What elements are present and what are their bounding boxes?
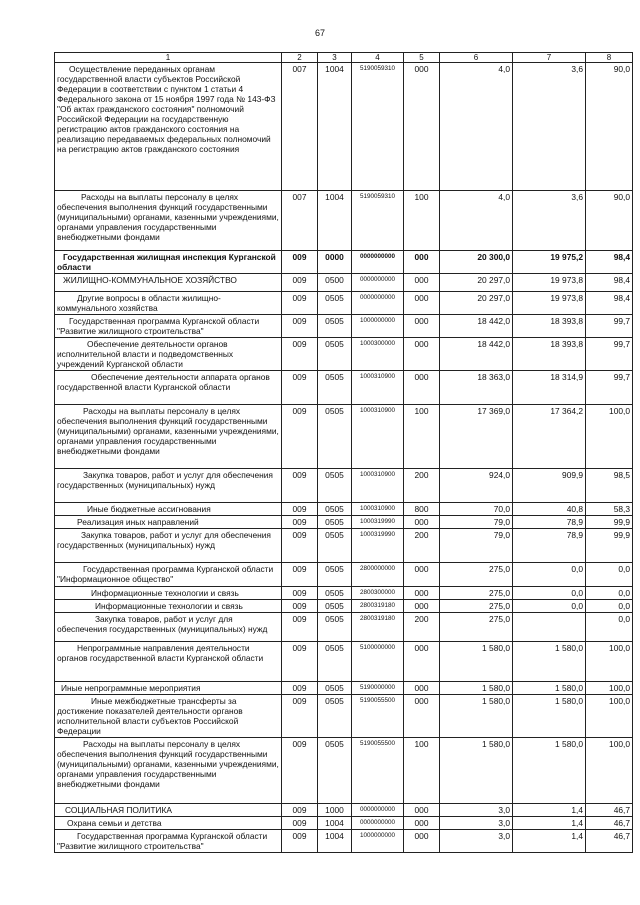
row-cell-c5: 200: [404, 613, 440, 642]
row-cell-c2: 009: [282, 274, 318, 292]
row-cell-c5: 100: [404, 191, 440, 251]
row-cell-c7: 19 973,8: [513, 274, 586, 292]
row-cell-c6: 275,0: [440, 563, 513, 587]
row-cell-c6: 1 580,0: [440, 682, 513, 695]
row-cell-c8: 90,0: [586, 63, 633, 191]
table-row: [55, 405, 633, 469]
row-cell-c5: 000: [404, 642, 440, 682]
table-row: [55, 315, 633, 338]
row-cell-c3: 0505: [318, 695, 352, 738]
row-cell-c8: 98,5: [586, 469, 633, 503]
row-name: Охрана семьи и детства: [55, 817, 282, 830]
row-cell-c2: 009: [282, 251, 318, 274]
row-cell-c3: 0000: [318, 251, 352, 274]
row-name: Государственная жилищная инспекция Курганской области: [55, 251, 282, 274]
row-cell-c5: 000: [404, 817, 440, 830]
column-header: 7: [513, 53, 586, 63]
row-cell-c8: 46,7: [586, 804, 633, 817]
row-cell-c3: 0505: [318, 738, 352, 804]
row-cell-c5: 200: [404, 469, 440, 503]
row-cell-c5: 800: [404, 503, 440, 516]
row-cell-c7: 3,6: [513, 63, 586, 191]
row-cell-c8: 46,7: [586, 830, 633, 853]
row-cell-c4: 1000310900: [352, 371, 404, 405]
row-name: Обеспечение деятельности аппарата органов государственной власти Курганской области: [55, 371, 282, 405]
row-cell-c5: 000: [404, 251, 440, 274]
row-name: Осуществление переданных органам государственной власти субъектов Российской Федерации в соответствии с пунктом 1 статьи 4 Федерального закона от 15 ноября 1997 года № 143-ФЗ "Об актах гражданского состояния" полномочий Российской Федерации на государственную регистрацию актов гражданского состояния на реализацию передаваемых федеральных полномочий на регистрацию актов гражданского состояния: [55, 63, 282, 191]
row-cell-c6: 20 297,0: [440, 274, 513, 292]
row-cell-c8: 100,0: [586, 642, 633, 682]
row-name: Реализация иных направлений: [55, 516, 282, 529]
row-name: Иные бюджетные ассигнования: [55, 503, 282, 516]
row-cell-c4: 1000000000: [352, 315, 404, 338]
row-cell-c2: 007: [282, 191, 318, 251]
row-name: Обеспечение деятельности органов исполнительной власти и подведомственных учреждений Курганской области: [55, 338, 282, 371]
row-cell-c6: 18 442,0: [440, 315, 513, 338]
table-row: [55, 804, 633, 817]
row-cell-c6: 79,0: [440, 516, 513, 529]
row-cell-c6: 1 580,0: [440, 642, 513, 682]
row-cell-c2: 009: [282, 315, 318, 338]
row-cell-c5: 000: [404, 292, 440, 315]
table-row: [55, 682, 633, 695]
row-cell-c7: 19 973,8: [513, 292, 586, 315]
row-cell-c4: 5190059310: [352, 63, 404, 191]
row-cell-c7: 909,9: [513, 469, 586, 503]
row-cell-c5: 000: [404, 682, 440, 695]
row-cell-c5: 000: [404, 274, 440, 292]
row-cell-c4: 2800319180: [352, 600, 404, 613]
row-cell-c3: 0505: [318, 338, 352, 371]
row-cell-c4: 0000000000: [352, 251, 404, 274]
row-cell-c4: 1000310900: [352, 503, 404, 516]
row-cell-c8: 98,4: [586, 274, 633, 292]
row-cell-c7: 1 580,0: [513, 642, 586, 682]
table-row: [55, 613, 633, 642]
row-cell-c2: 009: [282, 338, 318, 371]
row-cell-c7: 18 393,8: [513, 315, 586, 338]
row-cell-c5: 000: [404, 516, 440, 529]
row-cell-c4: 5100000000: [352, 642, 404, 682]
row-cell-c4: 1000000000: [352, 830, 404, 853]
table-row: [55, 695, 633, 738]
row-cell-c4: 0000000000: [352, 804, 404, 817]
row-cell-c2: 009: [282, 738, 318, 804]
row-cell-c8: 0,0: [586, 563, 633, 587]
row-cell-c8: 0,0: [586, 600, 633, 613]
row-cell-c8: 90,0: [586, 191, 633, 251]
row-cell-c3: 1004: [318, 830, 352, 853]
row-cell-c7: 0,0: [513, 600, 586, 613]
row-cell-c8: 0,0: [586, 587, 633, 600]
row-cell-c5: 000: [404, 804, 440, 817]
row-cell-c2: 009: [282, 804, 318, 817]
row-cell-c8: 0,0: [586, 613, 633, 642]
table-row: [55, 529, 633, 563]
row-cell-c5: 000: [404, 830, 440, 853]
row-cell-c8: 100,0: [586, 405, 633, 469]
row-cell-c7: 0,0: [513, 587, 586, 600]
row-cell-c3: 0505: [318, 563, 352, 587]
row-cell-c3: 0505: [318, 371, 352, 405]
column-header: 5: [404, 53, 440, 63]
row-cell-c4: 0000000000: [352, 817, 404, 830]
row-cell-c4: 1000300000: [352, 338, 404, 371]
row-cell-c3: 0505: [318, 292, 352, 315]
row-cell-c2: 009: [282, 503, 318, 516]
row-cell-c8: 99,7: [586, 371, 633, 405]
row-cell-c3: 0505: [318, 529, 352, 563]
row-name: Другие вопросы в области жилищно-коммунального хозяйства: [55, 292, 282, 315]
row-name: Расходы на выплаты персоналу в целях обеспечения выполнения функций государственными (муниципальными) органами, казенными учреждениями, органами управления государственными внебюджетными фондами: [55, 738, 282, 804]
column-header: 2: [282, 53, 318, 63]
row-cell-c4: 2800000000: [352, 563, 404, 587]
row-name: ЖИЛИЩНО-КОММУНАЛЬНОЕ ХОЗЯЙСТВО: [55, 274, 282, 292]
row-cell-c6: 4,0: [440, 63, 513, 191]
budget-table-body: [55, 53, 633, 853]
row-cell-c3: 0505: [318, 642, 352, 682]
row-name: Информационные технологии и связь: [55, 587, 282, 600]
row-cell-c2: 009: [282, 563, 318, 587]
row-cell-c6: 1 580,0: [440, 738, 513, 804]
row-cell-c4: 5190000000: [352, 682, 404, 695]
table-row: [55, 587, 633, 600]
row-cell-c3: 0505: [318, 405, 352, 469]
row-cell-c4: 1000319990: [352, 516, 404, 529]
row-cell-c7: 1 580,0: [513, 738, 586, 804]
row-cell-c4: 5190059310: [352, 191, 404, 251]
row-cell-c3: 1004: [318, 63, 352, 191]
row-cell-c6: 275,0: [440, 587, 513, 600]
column-header: 4: [352, 53, 404, 63]
row-cell-c5: 000: [404, 338, 440, 371]
row-cell-c2: 009: [282, 613, 318, 642]
table-row: [55, 63, 633, 191]
row-cell-c4: 1000310900: [352, 405, 404, 469]
column-header-row: [55, 53, 633, 63]
row-cell-c2: 009: [282, 292, 318, 315]
row-cell-c3: 1000: [318, 804, 352, 817]
table-row: [55, 600, 633, 613]
row-name: Государственная программа Курганской области "Развитие жилищного строительства": [55, 830, 282, 853]
row-cell-c5: 000: [404, 587, 440, 600]
row-cell-c5: 200: [404, 529, 440, 563]
row-cell-c8: 99,9: [586, 529, 633, 563]
row-cell-c2: 009: [282, 516, 318, 529]
row-cell-c3: 0505: [318, 516, 352, 529]
row-cell-c2: 009: [282, 587, 318, 600]
row-cell-c8: 99,9: [586, 516, 633, 529]
row-cell-c6: 3,0: [440, 830, 513, 853]
row-cell-c4: 2800300000: [352, 587, 404, 600]
row-cell-c3: 0505: [318, 613, 352, 642]
row-cell-c5: 000: [404, 371, 440, 405]
row-cell-c8: 100,0: [586, 738, 633, 804]
column-header: 1: [55, 53, 282, 63]
row-cell-c7: 1 580,0: [513, 695, 586, 738]
row-cell-c7: 40,8: [513, 503, 586, 516]
row-cell-c8: 99,7: [586, 338, 633, 371]
row-name: Расходы на выплаты персоналу в целях обеспечения выполнения функций государственными (муниципальными) органами, казенными учреждениями, органами управления государственными внебюджетными фондами: [55, 405, 282, 469]
row-cell-c3: 0505: [318, 469, 352, 503]
row-cell-c2: 009: [282, 405, 318, 469]
table-row: [55, 251, 633, 274]
table-row: [55, 371, 633, 405]
table-row: [55, 503, 633, 516]
row-cell-c7: 1,4: [513, 804, 586, 817]
row-cell-c5: 000: [404, 315, 440, 338]
row-cell-c2: 009: [282, 830, 318, 853]
row-cell-c4: 1000310900: [352, 469, 404, 503]
column-header: 3: [318, 53, 352, 63]
row-cell-c2: 007: [282, 63, 318, 191]
row-cell-c8: 100,0: [586, 682, 633, 695]
row-cell-c7: [513, 613, 586, 642]
row-cell-c2: 009: [282, 642, 318, 682]
row-cell-c7: 78,9: [513, 529, 586, 563]
row-name: Государственная программа Курганской области "Развитие жилищного строительства": [55, 315, 282, 338]
row-cell-c7: 1,4: [513, 817, 586, 830]
row-cell-c4: 0000000000: [352, 292, 404, 315]
row-cell-c6: 70,0: [440, 503, 513, 516]
row-cell-c6: 275,0: [440, 613, 513, 642]
row-cell-c6: 3,0: [440, 804, 513, 817]
row-cell-c6: 20 300,0: [440, 251, 513, 274]
row-cell-c7: 78,9: [513, 516, 586, 529]
row-cell-c2: 009: [282, 695, 318, 738]
row-name: Иные непрограммные мероприятия: [55, 682, 282, 695]
row-name: Расходы на выплаты персоналу в целях обеспечения выполнения функций государственными (муниципальными) органами, казенными учреждениями, органами управления государственными внебюджетными фондами: [55, 191, 282, 251]
row-cell-c7: 18 393,8: [513, 338, 586, 371]
row-cell-c7: 17 364,2: [513, 405, 586, 469]
row-cell-c8: 100,0: [586, 695, 633, 738]
column-header: 8: [586, 53, 633, 63]
row-cell-c8: 46,7: [586, 817, 633, 830]
row-cell-c2: 009: [282, 469, 318, 503]
row-cell-c3: 0500: [318, 274, 352, 292]
row-cell-c6: 17 369,0: [440, 405, 513, 469]
row-cell-c3: 0505: [318, 587, 352, 600]
row-cell-c7: 3,6: [513, 191, 586, 251]
row-cell-c5: 100: [404, 405, 440, 469]
table-row: [55, 516, 633, 529]
row-cell-c7: 18 314,9: [513, 371, 586, 405]
row-cell-c5: 100: [404, 738, 440, 804]
row-cell-c6: 1 580,0: [440, 695, 513, 738]
row-cell-c3: 0505: [318, 600, 352, 613]
row-cell-c6: 275,0: [440, 600, 513, 613]
table-row: [55, 274, 633, 292]
table-row: [55, 738, 633, 804]
row-name: Закупка товаров, работ и услуг для обеспечения государственных (муниципальных) нужд: [55, 613, 282, 642]
table-row: [55, 817, 633, 830]
row-cell-c3: 0505: [318, 315, 352, 338]
row-name: Непрограммные направления деятельности органов государственной власти Курганской области: [55, 642, 282, 682]
row-cell-c2: 009: [282, 371, 318, 405]
row-cell-c6: 3,0: [440, 817, 513, 830]
row-cell-c5: 000: [404, 63, 440, 191]
row-cell-c5: 000: [404, 600, 440, 613]
table-row: [55, 563, 633, 587]
row-cell-c7: 1,4: [513, 830, 586, 853]
row-cell-c3: 0505: [318, 682, 352, 695]
row-cell-c2: 009: [282, 817, 318, 830]
row-cell-c5: 000: [404, 695, 440, 738]
row-name: Закупка товаров, работ и услуг для обеспечения государственных (муниципальных) нужд: [55, 529, 282, 563]
row-cell-c4: 1000319990: [352, 529, 404, 563]
row-cell-c8: 58,3: [586, 503, 633, 516]
row-cell-c2: 009: [282, 600, 318, 613]
table-row: [55, 292, 633, 315]
row-name: СОЦИАЛЬНАЯ ПОЛИТИКА: [55, 804, 282, 817]
row-name: Иные межбюджетные трансферты за достижение показателей деятельности органов исполнительной власти субъектов Российской Федерации: [55, 695, 282, 738]
row-cell-c8: 98,4: [586, 251, 633, 274]
table-row: [55, 191, 633, 251]
row-cell-c4: 2800319180: [352, 613, 404, 642]
column-header: 6: [440, 53, 513, 63]
table-row: [55, 642, 633, 682]
row-cell-c3: 0505: [318, 503, 352, 516]
row-cell-c5: 000: [404, 563, 440, 587]
row-cell-c6: 20 297,0: [440, 292, 513, 315]
row-cell-c7: 1 580,0: [513, 682, 586, 695]
table-row: [55, 469, 633, 503]
row-cell-c2: 009: [282, 682, 318, 695]
row-name: Закупка товаров, работ и услуг для обеспечения государственных (муниципальных) нужд: [55, 469, 282, 503]
row-cell-c6: 18 442,0: [440, 338, 513, 371]
row-name: Информационные технологии и связь: [55, 600, 282, 613]
row-cell-c4: 5190055500: [352, 738, 404, 804]
row-cell-c8: 98,4: [586, 292, 633, 315]
budget-table: [54, 52, 633, 853]
row-cell-c7: 0,0: [513, 563, 586, 587]
row-cell-c6: 924,0: [440, 469, 513, 503]
row-cell-c6: 79,0: [440, 529, 513, 563]
table-row: [55, 830, 633, 853]
row-cell-c4: 0000000000: [352, 274, 404, 292]
row-cell-c3: 1004: [318, 191, 352, 251]
row-name: Государственная программа Курганской области "Информационное общество": [55, 563, 282, 587]
row-cell-c6: 4,0: [440, 191, 513, 251]
row-cell-c8: 99,7: [586, 315, 633, 338]
row-cell-c7: 19 975,2: [513, 251, 586, 274]
row-cell-c4: 5190055500: [352, 695, 404, 738]
row-cell-c2: 009: [282, 529, 318, 563]
row-cell-c3: 1004: [318, 817, 352, 830]
page-number: 67: [314, 28, 325, 38]
table-row: [55, 338, 633, 371]
row-cell-c6: 18 363,0: [440, 371, 513, 405]
